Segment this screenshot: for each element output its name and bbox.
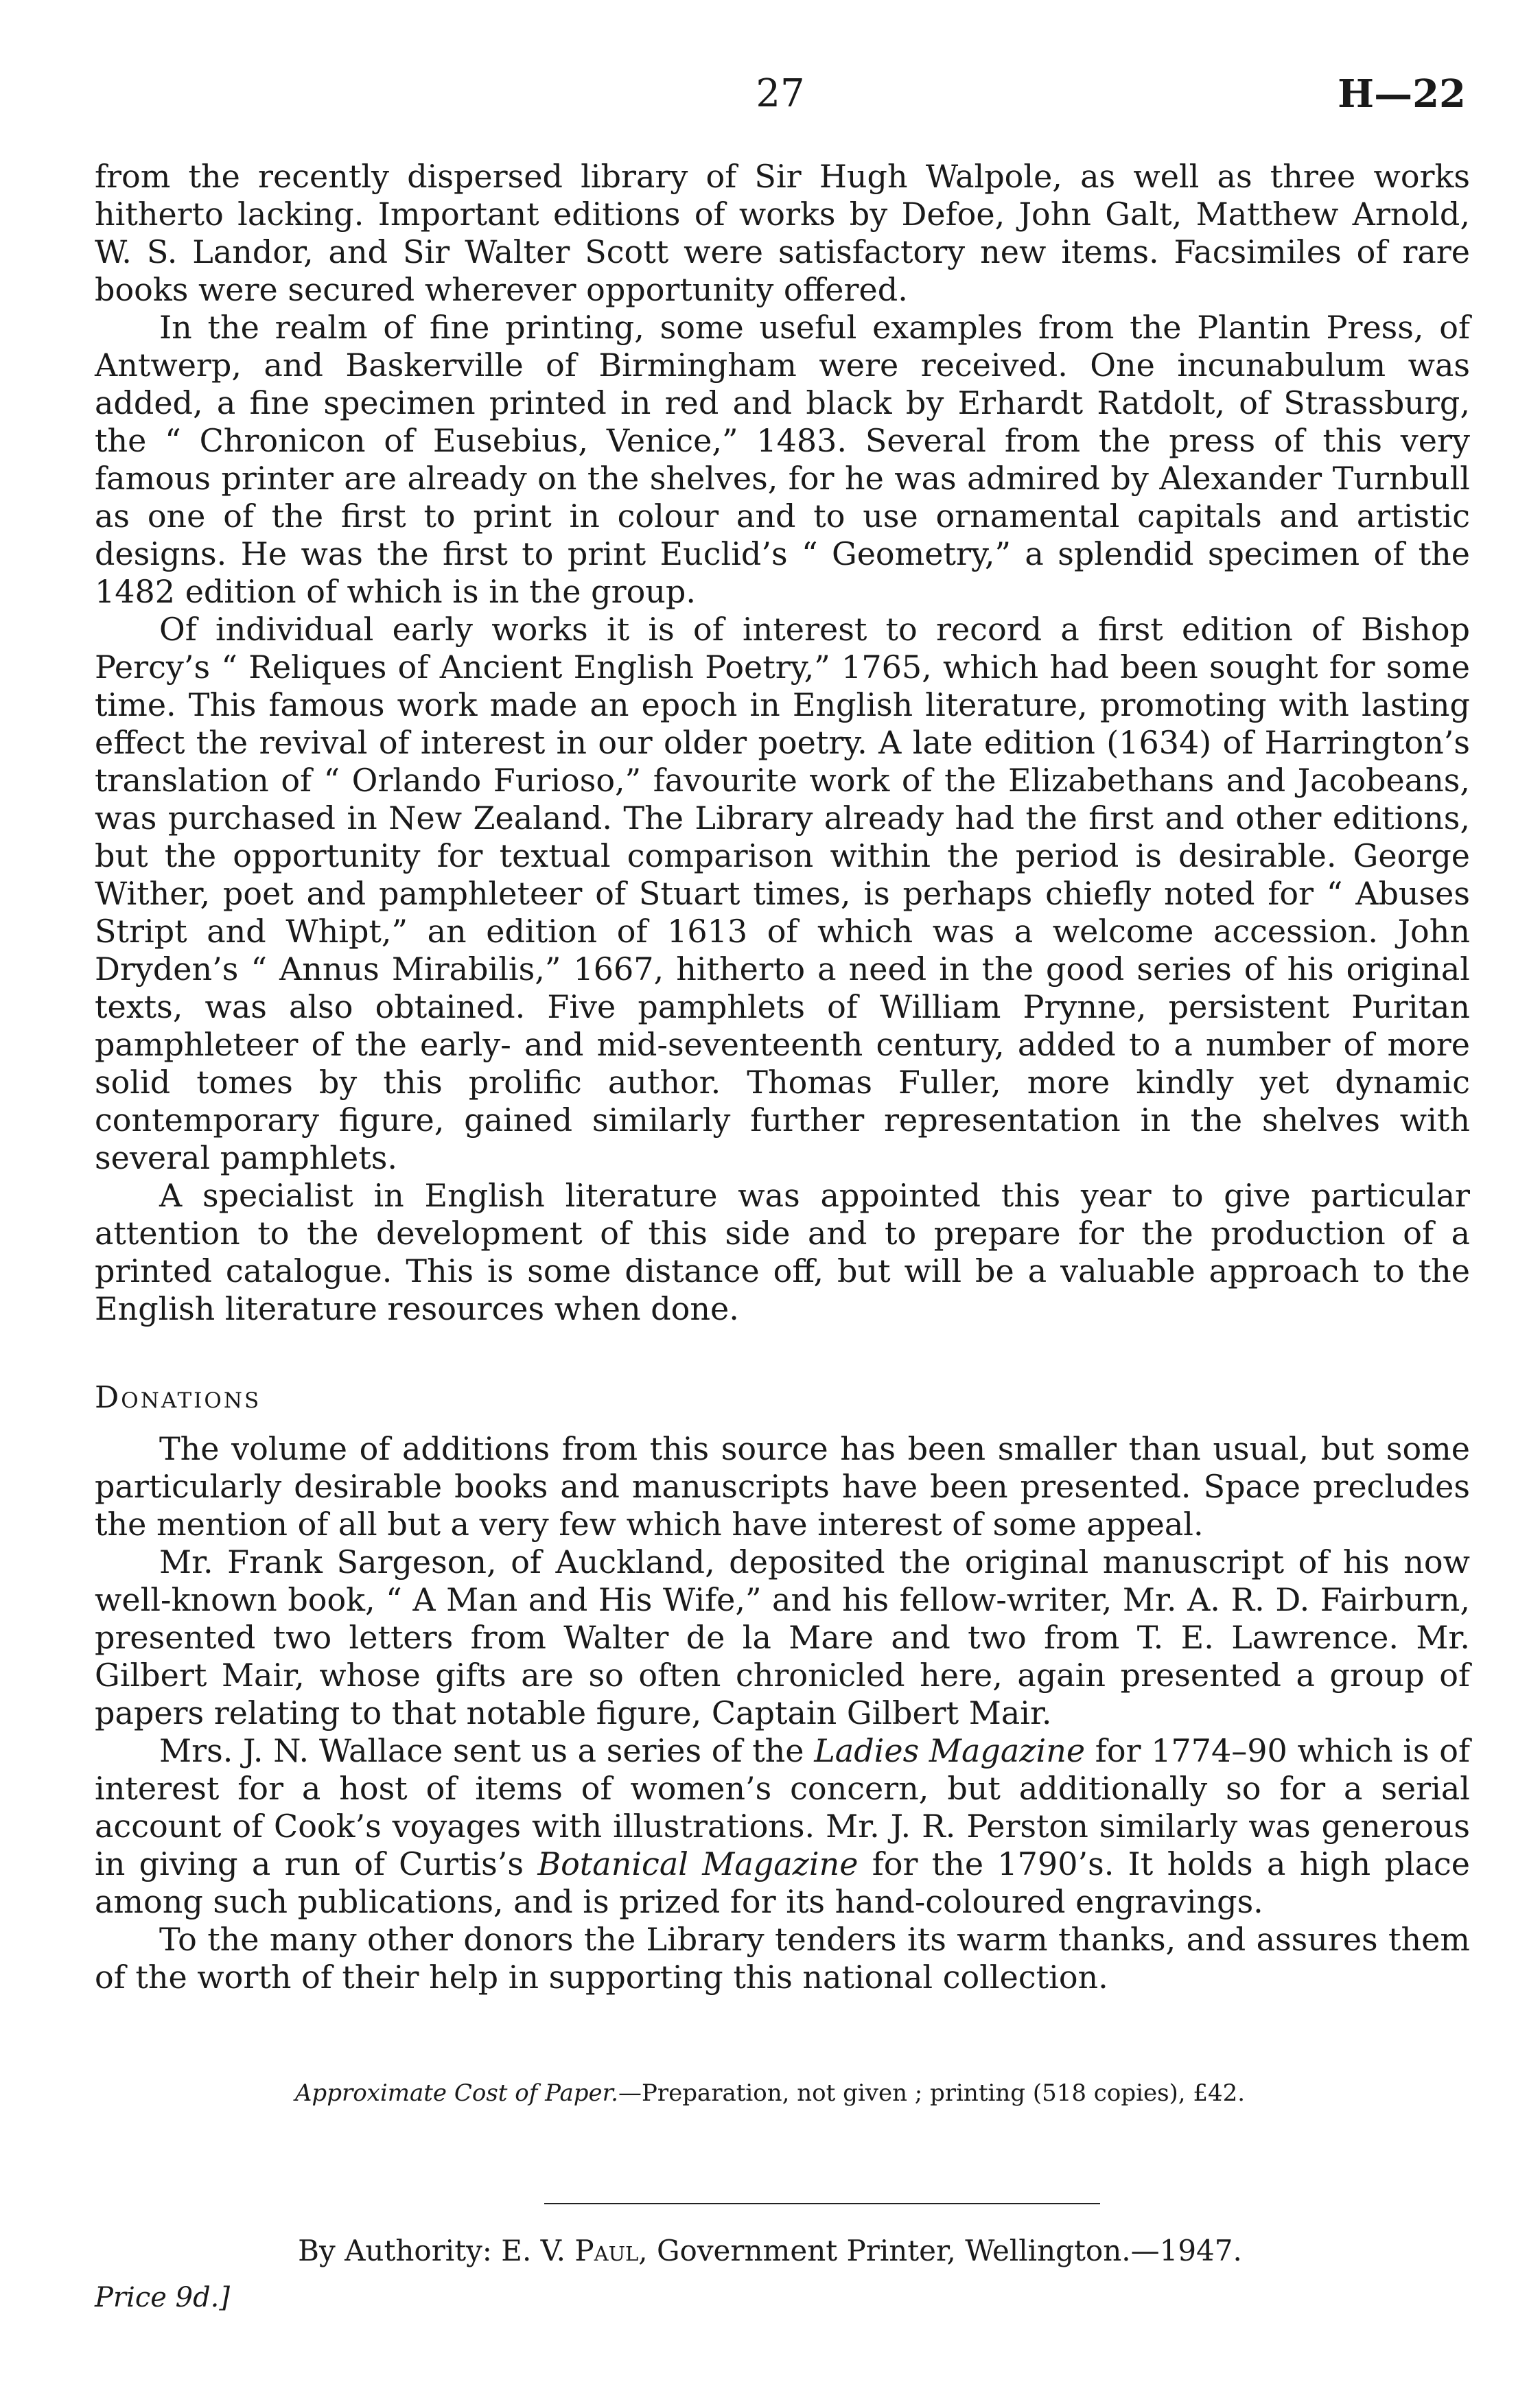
footer-rule <box>544 2203 1100 2204</box>
price-label: Price 9d.] <box>95 2282 230 2313</box>
paragraph-donations-volume: The volume of additions from this source has been smaller than usual, but some particularly desirable books and manuscripts have been presented. Space precludes the mention of all but a very few which have interest of some appeal. <box>95 1430 1470 1543</box>
paragraph-specialist: A specialist in English literature was appointed this year to give particular attention to the development of this side and to prepare for the production of a printed catalogue. This is some distance off, but will be a valuable approach to the English literature resources when done. <box>95 1177 1470 1327</box>
section-heading-donations: Donations <box>95 1380 261 1415</box>
title-ladies-magazine: Ladies Magazine <box>814 1732 1086 1769</box>
paragraph-donations-wallace: Mrs. J. N. Wallace sent us a series of the Ladies Magazine for 1774–90 which is of interest for a host of items of women’s concern, but additionally so for a serial account of Cook’s voyages with illustrations. Mr. J. R. Perston similarly was generous in giving a run of Curtis’s Botanical Magazine for the 1790’s. It holds a high place among such publications, and is prized for its hand-coloured engravings. <box>95 1732 1471 1920</box>
document-reference: H—22 <box>1338 71 1466 117</box>
printer-authority-line: By Authority: E. V. Paul, Government Printer, Wellington.—1947. <box>298 2234 1242 2267</box>
body-text <box>95 158 1470 1996</box>
approximate-cost-line: Approximate Cost of Paper.—Preparation, not given ; printing (518 copies), £42. <box>294 2079 1246 2107</box>
paragraph-donations-sargeson: Mr. Frank Sargeson, of Auckland, deposited the original manuscript of his now well-known book, “ A Man and His Wife,” and his fellow-writer, Mr. A. R. D. Fairburn, presented two letters from Walter de la Mare and two from T. E. Lawrence. Mr. Gilbert Mair, whose gifts are so often chronicled here, again presented a group of papers relating to that notable figure, Captain Gilbert Mair. <box>95 1543 1470 1731</box>
paragraph-continued: from the recently dispersed library of Sir Hugh Walpole, as well as three works hitherto lacking. Important editions of works by Defoe, John Galt, Matthew Arnold, W. S. Landor, and Sir Walter Scott were satisfactory new items. Facsimiles of rare books were secured wherever opportunity offered. <box>95 158 1470 308</box>
paragraph-early-works: Of individual early works it is of interest to record a first edition of Bishop Percy’s “ Reliques of Ancient English Poetry,” 1765, which had been sought for some time. This famous work made an epoch in English literature, promoting with lasting effect the revival of interest in our older poetry. A late edition (1634) of Harrington’s translation of “ Orlando Furioso,” favourite work of the Elizabethans and Jacobeans, was purchased in New Zealand. The Library already had the first and other editions, but the opportunity for textual comparison within the period is desirable. George Wither, poet and pamphleteer of Stuart times, is perhaps chiefly noted for “ Abuses Stript and Whipt,” an edition of 1613 of which was a welcome accession. John Dryden’s “ Annus Mirabilis,” 1667, hitherto a need in the good series of his original texts, was also obtained. Five pamphlets of William Prynne, persistent Puritan pamphleteer of the early- and mid-seventeenth century, added to a number of more solid tomes by this prolific author. Thomas Fuller, more kindly yet dynamic contemporary figure, gained similarly further representation in the shelves with several pamphlets. <box>95 611 1470 1176</box>
title-botanical-magazine: Botanical Magazine <box>537 1845 859 1882</box>
page-number: 27 <box>756 71 805 116</box>
paragraph-fine-printing: In the realm of fine printing, some useful examples from the Plantin Press, of Antwerp, and Baskerville of Birmingham were received. One incunabulum was added, a fine specimen printed in red and black by Erhardt Ratdolt, of Strassburg, the “ Chronicon of Eusebius, Venice,” 1483. Several from the press of this very famous printer are already on the shelves, for he was admired by Alexander Turnbull as one of the first to print in colour and to use ornamental capitals and artistic designs. He was the first to print Euclid’s “ Geometry,” a splendid specimen of the 1482 edition of which is in the group. <box>95 309 1470 610</box>
paragraph-donations-thanks: To the many other donors the Library tenders its warm thanks, and assures them of the worth of their help in supporting this national collection. <box>95 1921 1470 1996</box>
page-header <box>95 71 1466 126</box>
